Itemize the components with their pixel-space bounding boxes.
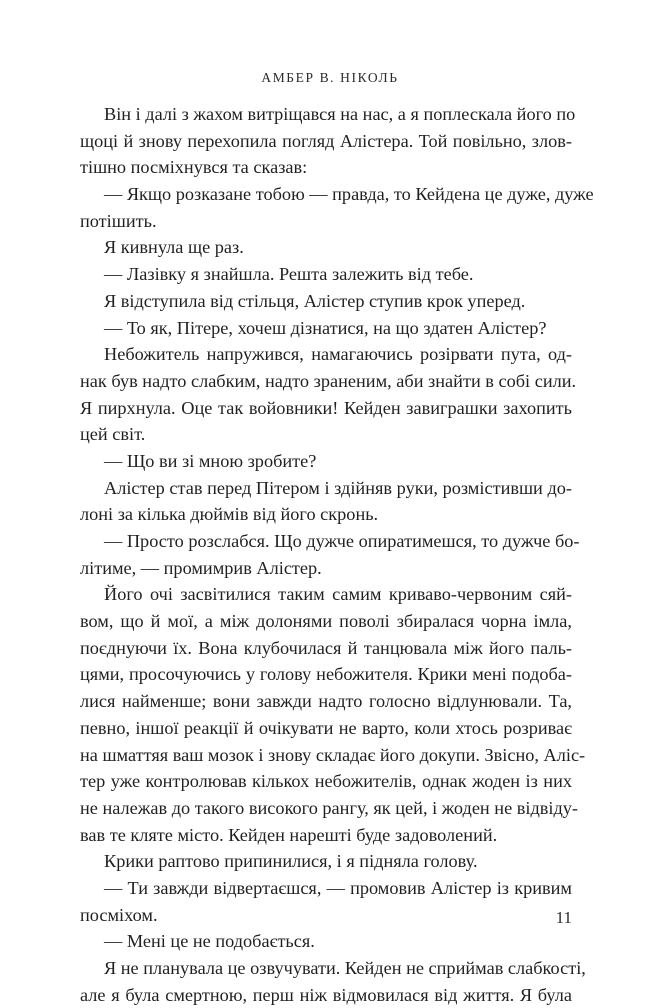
text-line: Я кивнула ще раз. xyxy=(104,237,244,258)
text-line: тер уже контролював кількох небожителів, однак жоден із них xyxy=(80,771,572,792)
text-line: тішно посміхнувся та сказав: xyxy=(80,157,308,178)
text-line: Він і далі з жахом витріщався на нас, а я поплескала його по xyxy=(104,104,576,124)
text-line: потішить. xyxy=(80,210,157,231)
text-line: — Мені це не подобається. xyxy=(104,931,315,952)
text-line: вом, що й мої, а між долонями поволі збиралася чорна імла, xyxy=(80,611,572,632)
text-line: Я відступила від стільця, Алістер ступив крок уперед. xyxy=(104,290,526,311)
text-line: літиме, — промимрив Алістер. xyxy=(80,557,322,578)
text-line: Його очі засвітилися таким самим криваво-червоним сяй- xyxy=(104,584,572,605)
text-line: лися найменше; вони завжди надто голосно відлунювали. Та, xyxy=(80,691,572,712)
text-line: — Якщо розказане тобою — правда, то Кейдена це дуже, дуже xyxy=(104,184,594,205)
text-line: Я не планувала це озвучувати. Кейден не сприймав слабкості, xyxy=(104,958,586,978)
text-line: Алістер став перед Пітером і здійняв руки, розмістивши до- xyxy=(104,477,572,498)
text-line: — Лазівку я знайшла. Решта залежить від тебе. xyxy=(104,264,474,285)
text-line: — Що ви зі мною зробите? xyxy=(104,450,317,471)
text-line: Небожитель напружився, намагаючись розірвати пута, од- xyxy=(104,344,572,365)
text-line: цей світ. xyxy=(80,424,146,445)
text-line: Крики раптово припинилися, і я підняла голову. xyxy=(104,851,478,872)
text-line: лоні за кілька дюймів від його скронь. xyxy=(80,504,379,525)
text-line: — Ти завжди відвертаєшся, — промовив Алістер із кривим xyxy=(104,877,572,898)
text-line: цями, просочуючись у голову небожителя. Крики мені подоба- xyxy=(80,664,572,685)
text-line: але я була смертною, перш ніж відмовилася від життя. Я була xyxy=(80,984,572,1005)
running-head: АМБЕР В. НІКОЛЬ xyxy=(261,70,399,85)
text-line: поєднуючи їх. Вона клубочилася й танцювала між його паль- xyxy=(80,637,572,658)
text-line: — То як, Пітере, хочеш дізнатися, на що здатен Алістер? xyxy=(104,317,547,338)
text-line: — Просто розслабся. Що дужче опиратимешся, то дужче бо- xyxy=(104,531,580,551)
text-line: на шматтяя ваш мозок і знову складає його докупи. Звісно, Аліс- xyxy=(80,744,586,765)
text-line: не належав до такого високого рангу, як цей, і жоден не відвіду- xyxy=(80,797,579,818)
text-line: нак був надто слабким, надто зраненим, аби знайти в собі сили. xyxy=(80,370,577,391)
page-number: 11 xyxy=(555,908,572,927)
body-text xyxy=(80,101,594,1008)
text-line: посміхом. xyxy=(80,904,158,925)
text-line: Я пирхнула. Оце так войовники! Кейден завиграшки захопить xyxy=(80,397,572,418)
text-line: певно, іншої реакції й очікувати не варто, коли хтось розриває xyxy=(80,717,572,738)
text-line: вав те кляте місто. Кейден нарешті буде задоволений. xyxy=(80,824,498,845)
text-line: щоці й знову перехопила погляд Алістера. Той повільно, злов- xyxy=(80,130,572,151)
